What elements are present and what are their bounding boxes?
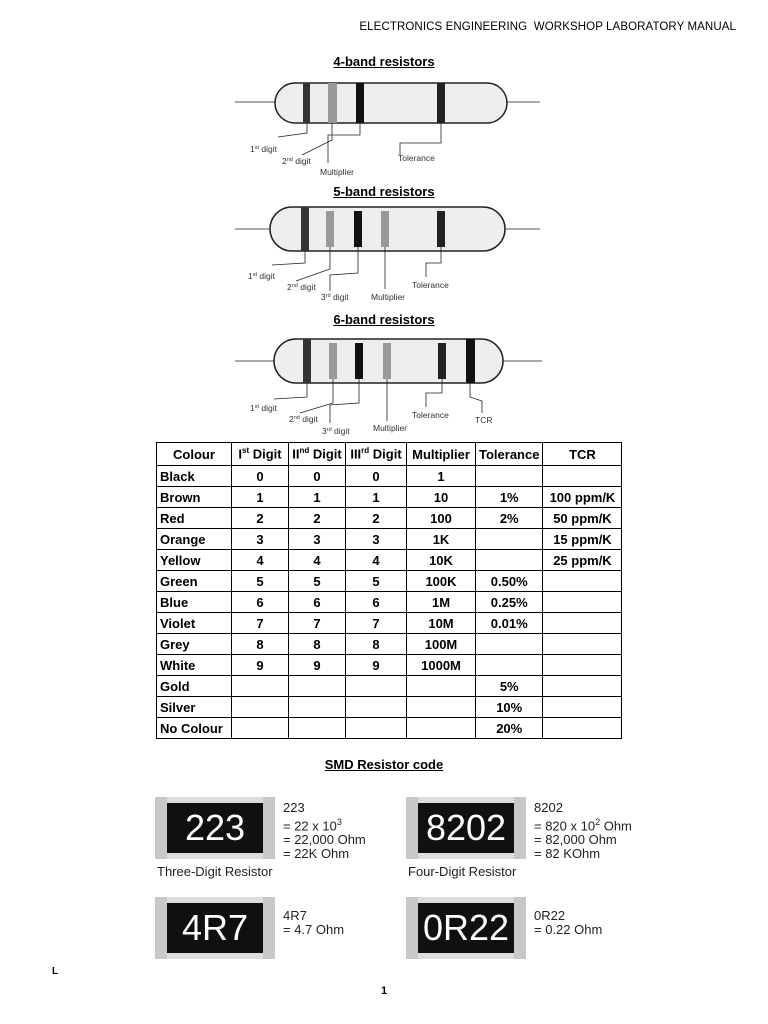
- smd-chip-4r7: 4R7: [155, 897, 275, 959]
- cell-colour: Orange: [157, 529, 232, 550]
- cell-d3: 1: [346, 487, 407, 508]
- col-tolerance: Tolerance: [476, 443, 543, 466]
- cell-mult: 1M: [407, 592, 476, 613]
- cell-d1: [232, 676, 289, 697]
- cell-d1: 5: [232, 571, 289, 592]
- cell-d1: 9: [232, 655, 289, 676]
- table-row: [157, 487, 622, 508]
- cell-tol: 2%: [476, 508, 543, 529]
- svg-text:TCR: TCR: [475, 415, 493, 425]
- five-band-title: 5-band resistors: [333, 184, 435, 199]
- cell-colour: Red: [157, 508, 232, 529]
- smd-0r22-explanation: 0R22 = 0.22 Ohm: [534, 908, 603, 937]
- cell-tcr: 50 ppm/K: [543, 508, 622, 529]
- cell-tol: [476, 655, 543, 676]
- table-row: [157, 613, 622, 634]
- col-second-digit: IInd Digit: [289, 443, 346, 466]
- four-band-title: 4-band resistors: [333, 54, 435, 69]
- cell-colour: Grey: [157, 634, 232, 655]
- cell-colour: Gold: [157, 676, 232, 697]
- table-row: [157, 697, 622, 718]
- cell-d2: 5: [289, 571, 346, 592]
- cell-tol: [476, 634, 543, 655]
- cell-tcr: [543, 718, 622, 739]
- cell-colour: Black: [157, 466, 232, 487]
- cell-mult: 10M: [407, 613, 476, 634]
- cell-tol: 0.50%: [476, 571, 543, 592]
- table-row: [157, 529, 622, 550]
- cell-d1: 2: [232, 508, 289, 529]
- svg-text:1st digit: 1st digit: [250, 144, 277, 154]
- smd-223-explanation: 223 = 22 x $10^3$ = 22,000 Ohm = 22K Ohm: [283, 800, 366, 862]
- svg-text:2nd digit: 2nd digit: [287, 282, 316, 292]
- table-row: [157, 655, 622, 676]
- cell-mult: 10: [407, 487, 476, 508]
- svg-text:Multiplier: Multiplier: [373, 423, 408, 433]
- cell-tcr: [543, 676, 622, 697]
- table-row: [157, 550, 622, 571]
- cell-colour: Green: [157, 571, 232, 592]
- cell-tcr: [543, 655, 622, 676]
- band-1: [303, 339, 311, 383]
- cell-d1: 3: [232, 529, 289, 550]
- col-multiplier: Multiplier: [407, 443, 476, 466]
- smd-chip-8202: 8202: [406, 797, 526, 859]
- band-tolerance: [438, 343, 446, 379]
- cell-tol: 1%: [476, 487, 543, 508]
- table-row: [157, 571, 622, 592]
- cell-tcr: [543, 634, 622, 655]
- cell-d3: 9: [346, 655, 407, 676]
- svg-text:Tolerance: Tolerance: [398, 153, 435, 163]
- cell-d1: 1: [232, 487, 289, 508]
- svg-text:Multiplier: Multiplier: [371, 292, 406, 302]
- cell-d2: [289, 718, 346, 739]
- cell-d3: [346, 718, 407, 739]
- smd-chip-223: 223: [155, 797, 275, 859]
- cell-d2: 9: [289, 655, 346, 676]
- six-band-resistor-diagram: [230, 335, 550, 455]
- five-band-resistor-diagram: [230, 203, 550, 323]
- three-digit-caption: Three-Digit Resistor: [157, 864, 273, 879]
- page-number: 1: [380, 985, 388, 997]
- band-tolerance: [437, 83, 445, 123]
- svg-text:Tolerance: Tolerance: [412, 280, 449, 290]
- cell-colour: White: [157, 655, 232, 676]
- cell-d2: 0: [289, 466, 346, 487]
- table-row: [157, 592, 622, 613]
- cell-tcr: 15 ppm/K: [543, 529, 622, 550]
- band-2: [329, 343, 337, 379]
- band-2: [326, 211, 334, 247]
- cell-d1: 4: [232, 550, 289, 571]
- cell-tol: 5%: [476, 676, 543, 697]
- cell-d3: [346, 676, 407, 697]
- band-1: [301, 207, 309, 251]
- cell-d2: [289, 697, 346, 718]
- cell-tol: [476, 466, 543, 487]
- cell-tol: [476, 550, 543, 571]
- svg-text:2nd digit: 2nd digit: [282, 156, 311, 166]
- col-colour: Colour: [157, 443, 232, 466]
- svg-text:1st digit: 1st digit: [248, 271, 275, 281]
- cell-d1: 6: [232, 592, 289, 613]
- cell-d2: 8: [289, 634, 346, 655]
- cell-d2: 1: [289, 487, 346, 508]
- cell-tcr: [543, 571, 622, 592]
- cell-colour: No Colour: [157, 718, 232, 739]
- smd-4r7-explanation: 4R7 = 4.7 Ohm: [283, 908, 345, 937]
- col-third-digit: IIIrd Digit: [346, 443, 407, 466]
- cell-mult: 1K: [407, 529, 476, 550]
- cell-d3: 7: [346, 613, 407, 634]
- manual-header: ELECTRONICS ENGINEERING WORKSHOP LABORATORY MANUAL: [359, 21, 736, 33]
- cell-d3: 5: [346, 571, 407, 592]
- svg-text:3rd digit: 3rd digit: [321, 292, 349, 302]
- cell-tcr: 100 ppm/K: [543, 487, 622, 508]
- four-digit-caption: Four-Digit Resistor: [408, 864, 517, 879]
- smd-title: SMD Resistor code: [324, 757, 444, 772]
- band-multiplier: [381, 211, 389, 247]
- smd-chip-0r22: 0R22: [406, 897, 526, 959]
- smd-8202-explanation: 8202 = 820 x $10^2$ Ohm = 82,000 Ohm = 82 KOhm: [534, 800, 632, 862]
- table-row: [157, 466, 622, 487]
- cell-d3: 0: [346, 466, 407, 487]
- cell-tol: 20%: [476, 718, 543, 739]
- cell-colour: Yellow: [157, 550, 232, 571]
- cell-mult: 100: [407, 508, 476, 529]
- col-tcr: TCR: [543, 443, 622, 466]
- cell-d3: 6: [346, 592, 407, 613]
- cell-colour: Silver: [157, 697, 232, 718]
- cell-d2: 3: [289, 529, 346, 550]
- cell-tol: 10%: [476, 697, 543, 718]
- cell-mult: [407, 718, 476, 739]
- cell-mult: 10K: [407, 550, 476, 571]
- cell-mult: 1000M: [407, 655, 476, 676]
- svg-text:Tolerance: Tolerance: [412, 410, 449, 420]
- cell-mult: [407, 676, 476, 697]
- band-tcr: [466, 339, 475, 383]
- band-3: [354, 211, 362, 247]
- table-row: [157, 676, 622, 697]
- cell-tol: [476, 529, 543, 550]
- svg-text:Multiplier: Multiplier: [320, 167, 355, 177]
- table-header-row: [157, 443, 622, 466]
- svg-text:3rd digit: 3rd digit: [322, 426, 350, 436]
- table-row: [157, 718, 622, 739]
- cell-d2: [289, 676, 346, 697]
- cell-colour: Blue: [157, 592, 232, 613]
- cell-d3: 2: [346, 508, 407, 529]
- band-1: [303, 83, 310, 123]
- band-multiplier: [356, 83, 364, 123]
- cell-d1: [232, 697, 289, 718]
- cell-colour: Brown: [157, 487, 232, 508]
- cell-d1: [232, 718, 289, 739]
- table-row: [157, 508, 622, 529]
- cell-d3: [346, 697, 407, 718]
- cell-d3: 3: [346, 529, 407, 550]
- table-row: [157, 634, 622, 655]
- four-band-resistor-diagram: [230, 75, 550, 195]
- cell-tcr: [543, 613, 622, 634]
- cell-tcr: 25 ppm/K: [543, 550, 622, 571]
- cell-tcr: [543, 466, 622, 487]
- six-band-title: 6-band resistors: [333, 312, 435, 327]
- cell-tcr: [543, 697, 622, 718]
- cell-d3: 4: [346, 550, 407, 571]
- band-3: [355, 343, 363, 379]
- band-2: [328, 83, 337, 123]
- cell-mult: [407, 697, 476, 718]
- svg-text:1st digit: 1st digit: [250, 403, 277, 413]
- band-tolerance: [437, 211, 445, 247]
- footer-mark: L: [52, 966, 59, 977]
- cell-d2: 2: [289, 508, 346, 529]
- cell-d3: 8: [346, 634, 407, 655]
- cell-tol: 0.01%: [476, 613, 543, 634]
- cell-d1: 7: [232, 613, 289, 634]
- svg-text:2nd digit: 2nd digit: [289, 414, 318, 424]
- band-multiplier: [383, 343, 391, 379]
- colour-code-table: [156, 442, 622, 739]
- cell-d2: 4: [289, 550, 346, 571]
- cell-d2: 7: [289, 613, 346, 634]
- cell-tcr: [543, 592, 622, 613]
- cell-mult: 100M: [407, 634, 476, 655]
- cell-tol: 0.25%: [476, 592, 543, 613]
- cell-d2: 6: [289, 592, 346, 613]
- cell-d1: 8: [232, 634, 289, 655]
- cell-d1: 0: [232, 466, 289, 487]
- cell-mult: 100K: [407, 571, 476, 592]
- cell-colour: Violet: [157, 613, 232, 634]
- col-first-digit: Ist Digit: [232, 443, 289, 466]
- cell-mult: 1: [407, 466, 476, 487]
